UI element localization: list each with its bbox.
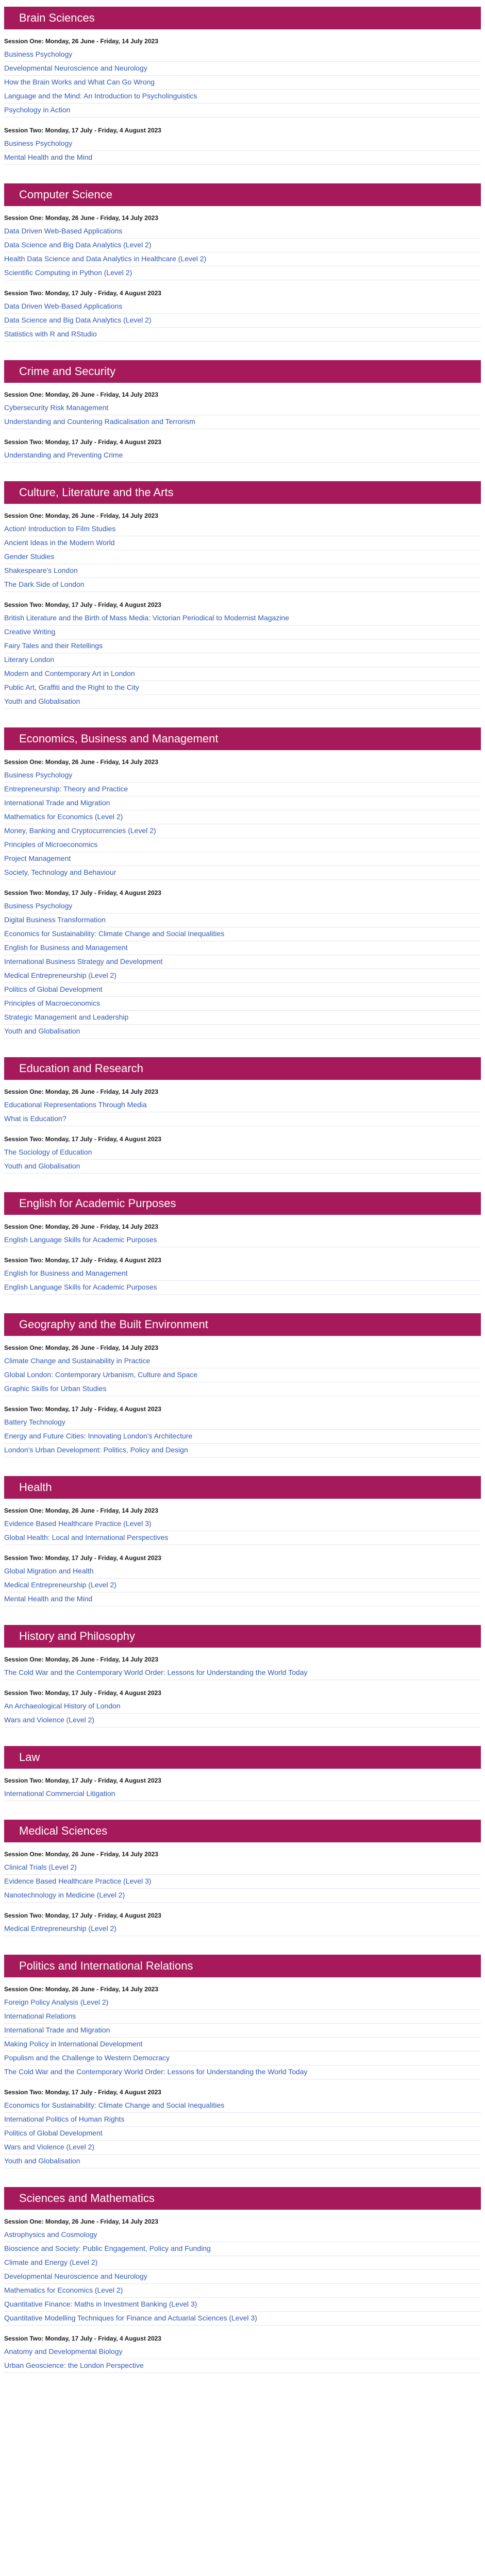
session-title: Session Two: Monday, 17 July - Friday, 4 August 2023: [4, 438, 161, 446]
session-block: [4, 1985, 481, 2079]
session-block: [4, 1087, 481, 1126]
course-link[interactable]: Developmental Neuroscience and Neurology: [4, 2270, 481, 2284]
session-block: [4, 1688, 481, 1727]
course-link[interactable]: Medical Entrepreneurship (Level 2): [4, 1579, 481, 1592]
course-link[interactable]: Quantitative Finance: Maths in Investment Banking (Level 3): [4, 2298, 481, 2312]
course-link[interactable]: Psychology in Action: [4, 104, 481, 117]
course-link[interactable]: Society, Technology and Behaviour: [4, 866, 481, 880]
course-link[interactable]: Gender Studies: [4, 550, 481, 564]
course-link[interactable]: An Archaeological History of London: [4, 1700, 481, 1714]
course-link[interactable]: Statistics with R and RStudio: [4, 328, 481, 342]
session-title: Session Two: Monday, 17 July - Friday, 4 August 2023: [4, 127, 161, 134]
subject-section-economics-business-and-management: [4, 727, 481, 1039]
course-link[interactable]: Strategic Management and Leadership: [4, 1011, 481, 1025]
course-link[interactable]: English for Business and Management: [4, 941, 481, 955]
course-link[interactable]: The Cold War and the Contemporary World Order: Lessons for Understanding the World Today: [4, 1666, 481, 1680]
session-block: [4, 1256, 481, 1295]
subject-section-brain-sciences: [4, 7, 481, 165]
course-link[interactable]: Populism and the Challenge to Western Democracy: [4, 2052, 481, 2065]
course-link[interactable]: Nanotechnology in Medicine (Level 2): [4, 1889, 481, 1903]
session-block: [4, 1655, 481, 1680]
subject-heading: Brain Sciences: [4, 7, 481, 29]
session-title: Session Two: Monday, 17 July - Friday, 4 August 2023: [4, 889, 161, 896]
subject-heading: Computer Science: [4, 183, 481, 206]
course-link[interactable]: Wars and Violence (Level 2): [4, 2141, 481, 2155]
subject-heading: Medical Sciences: [4, 1820, 481, 1842]
subject-heading: Economics, Business and Management: [4, 727, 481, 750]
course-link[interactable]: Politics of Global Development: [4, 983, 481, 997]
subject-heading: Geography and the Built Environment: [4, 1313, 481, 1336]
subject-section-computer-science: [4, 183, 481, 342]
course-link[interactable]: Medical Entrepreneurship (Level 2): [4, 1922, 481, 1936]
course-link[interactable]: Economics for Sustainability: Climate Change and Social Inequalities: [4, 927, 481, 941]
course-link[interactable]: Modern and Contemporary Art in London: [4, 667, 481, 681]
course-link[interactable]: Cybersecurity Risk Management: [4, 401, 481, 415]
session-block: [4, 600, 481, 709]
course-link[interactable]: Youth and Globalisation: [4, 1025, 481, 1039]
subject-heading: English for Academic Purposes: [4, 1192, 481, 1215]
session-title: Session Two: Monday, 17 July - Friday, 4 August 2023: [4, 290, 161, 297]
course-link[interactable]: Youth and Globalisation: [4, 695, 481, 709]
course-link[interactable]: Battery Technology: [4, 1416, 481, 1430]
course-link[interactable]: Ancient Ideas in the Modern World: [4, 536, 481, 550]
course-link[interactable]: Mental Health and the Mind: [4, 1592, 481, 1606]
session-title: Session One: Monday, 26 June - Friday, 14 July 2023: [4, 1986, 158, 1993]
session-title: Session Two: Monday, 17 July - Friday, 4 August 2023: [4, 1777, 161, 1784]
subject-section-politics-and-international-relations: [4, 1955, 481, 2168]
course-link[interactable]: Digital Business Transformation: [4, 913, 481, 927]
session-title: Session One: Monday, 26 June - Friday, 14 July 2023: [4, 1656, 158, 1663]
course-link[interactable]: Creative Writing: [4, 625, 481, 639]
session-title: Session Two: Monday, 17 July - Friday, 4 August 2023: [4, 1257, 161, 1264]
subject-heading: History and Philosophy: [4, 1625, 481, 1648]
session-block: [4, 1911, 481, 1936]
subject-section-health: [4, 1476, 481, 1606]
session-block: [4, 37, 481, 117]
course-link[interactable]: Data Science and Big Data Analytics (Level 2): [4, 314, 481, 328]
course-link[interactable]: International Commercial Litigation: [4, 1787, 481, 1801]
subject-section-medical-sciences: [4, 1820, 481, 1936]
course-link[interactable]: British Literature and the Birth of Mass Media: Victorian Periodical to Modernist Magazine: [4, 612, 481, 625]
course-link[interactable]: Developmental Neuroscience and Neurology: [4, 62, 481, 76]
session-block: [4, 390, 481, 429]
session-title: Session One: Monday, 26 June - Friday, 14 July 2023: [4, 2218, 158, 2225]
subject-heading: Education and Research: [4, 1057, 481, 1080]
course-link[interactable]: Principles of Macroeconomics: [4, 997, 481, 1011]
subject-section-law: [4, 1746, 481, 1801]
session-title: Session Two: Monday, 17 July - Friday, 4 August 2023: [4, 601, 161, 608]
session-title: Session One: Monday, 26 June - Friday, 14 July 2023: [4, 38, 158, 45]
session-block: [4, 1404, 481, 1458]
course-link[interactable]: Public Art, Graffiti and the Right to the City: [4, 681, 481, 695]
subject-section-history-and-philosophy: [4, 1625, 481, 1727]
session-title: Session Two: Monday, 17 July - Friday, 4 August 2023: [4, 1405, 161, 1413]
session-title: Session Two: Monday, 17 July - Friday, 4 August 2023: [4, 1554, 161, 1562]
course-link[interactable]: International Trade and Migration: [4, 796, 481, 810]
course-link[interactable]: Business Psychology: [4, 769, 481, 783]
course-link[interactable]: Business Psychology: [4, 48, 481, 62]
session-block: [4, 213, 481, 280]
subject-section-sciences-and-mathematics: [4, 2187, 481, 2373]
subject-section-geography-and-the-built-environment: [4, 1313, 481, 1458]
course-link[interactable]: Money, Banking and Cryptocurrencies (Level 2): [4, 824, 481, 838]
course-link[interactable]: Entrepreneurship: Theory and Practice: [4, 783, 481, 796]
subject-heading: Politics and International Relations: [4, 1955, 481, 1977]
course-link[interactable]: Mental Health and the Mind: [4, 151, 481, 165]
course-link[interactable]: Foreign Policy Analysis (Level 2): [4, 1996, 481, 2010]
course-link[interactable]: Data Driven Web-Based Applications: [4, 225, 481, 239]
course-link[interactable]: The Dark Side of London: [4, 578, 481, 592]
session-block: [4, 437, 481, 463]
session-block: [4, 1850, 481, 1903]
course-link[interactable]: London's Urban Development: Politics, Policy and Design: [4, 1444, 481, 1458]
course-link[interactable]: Graphic Skills for Urban Studies: [4, 1382, 481, 1396]
course-link[interactable]: Scientific Computing in Python (Level 2): [4, 266, 481, 280]
course-link[interactable]: Mathematics for Economics (Level 2): [4, 810, 481, 824]
session-title: Session Two: Monday, 17 July - Friday, 4 August 2023: [4, 1689, 161, 1697]
course-link[interactable]: Urban Geoscience: the London Perspective: [4, 2359, 481, 2373]
session-block: [4, 1222, 481, 1247]
course-link[interactable]: How the Brain Works and What Can Go Wrong: [4, 76, 481, 90]
course-link[interactable]: Astrophysics and Cosmology: [4, 2228, 481, 2242]
course-link[interactable]: Evidence Based Healthcare Practice (Level 3): [4, 1517, 481, 1531]
session-title: Session One: Monday, 26 June - Friday, 14 July 2023: [4, 1344, 158, 1351]
course-link[interactable]: Clinical Trials (Level 2): [4, 1861, 481, 1875]
course-link[interactable]: Global Health: Local and International Perspectives: [4, 1531, 481, 1545]
session-title: Session Two: Monday, 17 July - Friday, 4 August 2023: [4, 1136, 161, 1143]
course-link[interactable]: English for Business and Management: [4, 1267, 481, 1281]
session-block: [4, 1343, 481, 1396]
course-link[interactable]: Bioscience and Society: Public Engagement, Policy and Funding: [4, 2242, 481, 2256]
session-title: Session One: Monday, 26 June - Friday, 14 July 2023: [4, 1851, 158, 1858]
course-link[interactable]: Wars and Violence (Level 2): [4, 1714, 481, 1727]
subject-heading: Law: [4, 1746, 481, 1769]
subject-section-crime-and-security: [4, 360, 481, 463]
course-link[interactable]: International Business Strategy and Development: [4, 955, 481, 969]
course-link[interactable]: Language and the Mind: An Introduction to Psycholinguistics: [4, 90, 481, 104]
session-title: Session One: Monday, 26 June - Friday, 14 July 2023: [4, 391, 158, 398]
course-link[interactable]: Understanding and Countering Radicalisation and Terrorism: [4, 415, 481, 429]
course-link[interactable]: Making Policy in International Development: [4, 2038, 481, 2052]
course-link[interactable]: Economics for Sustainability: Climate Change and Social Inequalities: [4, 2099, 481, 2113]
course-link[interactable]: English Language Skills for Academic Purposes: [4, 1233, 481, 1247]
course-link[interactable]: Energy and Future Cities: Innovating London's Architecture: [4, 1430, 481, 1444]
session-block: [4, 289, 481, 342]
course-link[interactable]: English Language Skills for Academic Purposes: [4, 1281, 481, 1295]
course-link[interactable]: International Politics of Human Rights: [4, 2113, 481, 2127]
course-link[interactable]: Quantitative Modelling Techniques for Finance and Actuarial Sciences (Level 3): [4, 2312, 481, 2326]
session-block: [4, 1553, 481, 1606]
course-link[interactable]: Politics of Global Development: [4, 2127, 481, 2141]
subject-heading: Culture, Literature and the Arts: [4, 481, 481, 504]
subject-heading: Crime and Security: [4, 360, 481, 383]
course-link[interactable]: Understanding and Preventing Crime: [4, 449, 481, 463]
course-link[interactable]: Climate and Energy (Level 2): [4, 2256, 481, 2270]
course-link[interactable]: Medical Entrepreneurship (Level 2): [4, 969, 481, 983]
course-link[interactable]: Youth and Globalisation: [4, 2155, 481, 2168]
subject-heading: Health: [4, 1476, 481, 1499]
course-link[interactable]: Literary London: [4, 653, 481, 667]
course-link[interactable]: Fairy Tales and their Retellings: [4, 639, 481, 653]
course-link[interactable]: International Relations: [4, 2010, 481, 2024]
course-link[interactable]: Data Driven Web-Based Applications: [4, 300, 481, 314]
session-title: Session Two: Monday, 17 July - Friday, 4 August 2023: [4, 2335, 161, 2342]
course-link[interactable]: Principles of Microeconomics: [4, 838, 481, 852]
course-link[interactable]: Evidence Based Healthcare Practice (Level 3): [4, 1875, 481, 1889]
course-link[interactable]: Youth and Globalisation: [4, 1160, 481, 1174]
subject-section-education-and-research: [4, 1057, 481, 1174]
session-block: [4, 2217, 481, 2326]
session-block: [4, 757, 481, 880]
session-block: [4, 888, 481, 1039]
session-block: [4, 1776, 481, 1801]
course-link[interactable]: Action! Introduction to Film Studies: [4, 522, 481, 536]
session-block: [4, 126, 481, 165]
course-link[interactable]: International Trade and Migration: [4, 2024, 481, 2038]
course-link[interactable]: The Cold War and the Contemporary World Order: Lessons for Understanding the World Today: [4, 2065, 481, 2079]
session-title: Session Two: Monday, 17 July - Friday, 4 August 2023: [4, 1912, 161, 1919]
session-title: Session One: Monday, 26 June - Friday, 14 July 2023: [4, 758, 158, 766]
session-title: Session One: Monday, 26 June - Friday, 14 July 2023: [4, 1088, 158, 1095]
session-block: [4, 1506, 481, 1545]
session-block: [4, 511, 481, 592]
session-title: Session One: Monday, 26 June - Friday, 14 July 2023: [4, 1507, 158, 1514]
course-link[interactable]: Business Psychology: [4, 900, 481, 913]
course-link[interactable]: Data Science and Big Data Analytics (Level 2): [4, 239, 481, 252]
subject-section-english-for-academic-purposes: [4, 1192, 481, 1295]
session-title: Session One: Monday, 26 June - Friday, 14 July 2023: [4, 214, 158, 222]
course-link[interactable]: Global London: Contemporary Urbanism, Culture and Space: [4, 1368, 481, 1382]
course-link[interactable]: Global Migration and Health: [4, 1565, 481, 1579]
subject-heading: Sciences and Mathematics: [4, 2187, 481, 2210]
session-block: [4, 1134, 481, 1174]
session-block: [4, 2088, 481, 2168]
subject-section-culture-literature-and-the-arts: [4, 481, 481, 709]
course-link[interactable]: What is Education?: [4, 1112, 481, 1126]
session-title: Session One: Monday, 26 June - Friday, 14 July 2023: [4, 1223, 158, 1230]
course-link[interactable]: Business Psychology: [4, 137, 481, 151]
course-link[interactable]: Project Management: [4, 852, 481, 866]
course-link[interactable]: Climate Change and Sustainability in Practice: [4, 1354, 481, 1368]
session-title: Session Two: Monday, 17 July - Friday, 4 August 2023: [4, 2089, 161, 2096]
session-title: Session One: Monday, 26 June - Friday, 14 July 2023: [4, 512, 158, 519]
session-block: [4, 2334, 481, 2373]
course-link[interactable]: The Sociology of Education: [4, 1146, 481, 1160]
course-link[interactable]: Anatomy and Developmental Biology: [4, 2345, 481, 2359]
course-link[interactable]: Educational Representations Through Media: [4, 1098, 481, 1112]
course-link[interactable]: Shakespeare's London: [4, 564, 481, 578]
course-link[interactable]: Mathematics for Economics (Level 2): [4, 2284, 481, 2298]
course-link[interactable]: Health Data Science and Data Analytics in Healthcare (Level 2): [4, 252, 481, 266]
